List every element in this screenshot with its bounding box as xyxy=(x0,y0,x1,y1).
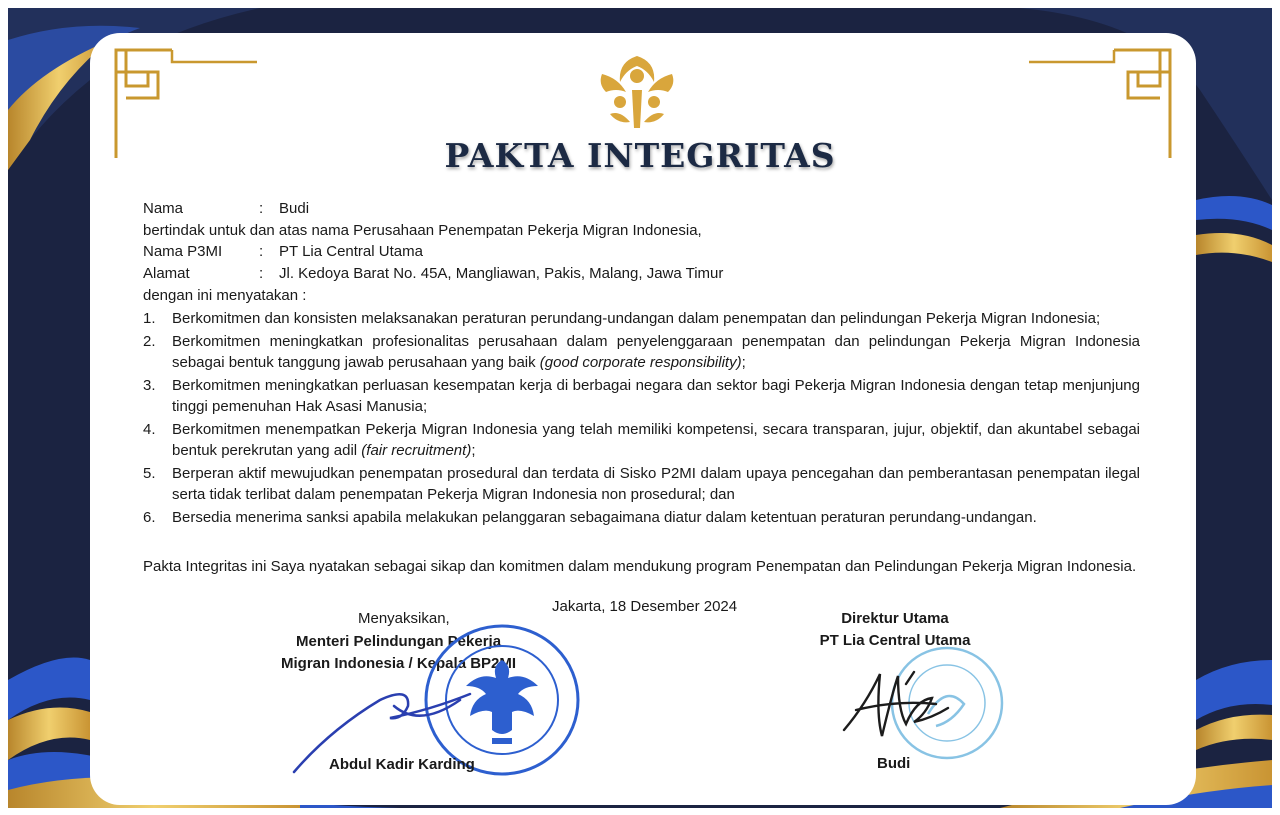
item-text: Berkomitmen meningkatkan perluasan kesempatan kerja di berbagai negara dan sektor bagi Pekerja Migran Indonesia dengan tetap menjunjung tinggi pemenuhan Hak Asasi Manusia; xyxy=(172,376,1140,415)
place-date: Jakarta, 18 Desember 2024 xyxy=(552,598,738,615)
name-separator: : xyxy=(259,200,264,217)
name-label: Nama xyxy=(143,200,184,217)
list-item xyxy=(143,463,1140,506)
item-text: Berkomitmen menempatkan Pekerja Migran Indonesia yang telah memiliki kompetensi, secara transparan, jujur, objektif, dan akuntabel sebagai bentuk perekrutan yang adil xyxy=(172,420,1140,459)
item-text: Berkomitmen meningkatkan profesionalitas perusahaan dalam penyelenggaraan penempatan dan pelindungan Pekerja Migran Indonesia sebagai bentuk tanggung jawab perusahaan yang baik xyxy=(172,332,1140,371)
signer-role: Direktur Utama xyxy=(841,610,949,627)
p3mi-row xyxy=(143,243,423,260)
item-number: 5. xyxy=(143,464,156,482)
item-number: 2. xyxy=(143,332,156,350)
item-italic: (fair recruitment) xyxy=(361,442,472,459)
item-number: 3. xyxy=(143,376,156,394)
list-item xyxy=(143,507,1140,529)
p3mi-separator: : xyxy=(259,243,264,260)
witness-label: Menyaksikan, xyxy=(358,610,450,627)
declaration-line: dengan ini menyatakan : xyxy=(143,287,307,304)
p3mi-value: PT Lia Central Utama xyxy=(279,243,423,260)
p3mi-label: Nama P3MI xyxy=(143,243,223,260)
signer-signature-icon xyxy=(836,664,956,744)
list-item xyxy=(143,419,1140,462)
address-label: Alamat xyxy=(143,265,190,282)
intro-line: bertindak untuk dan atas nama Perusahaan Penempatan Pekerja Migran Indonesia, xyxy=(143,222,702,239)
item-text: Berkomitmen dan konsisten melaksanakan peraturan perundang-undangan dalam penempatan dan pelindungan Pekerja Migran Indonesia; xyxy=(172,310,1101,327)
name-row xyxy=(143,200,309,217)
emblem-logo xyxy=(596,52,678,132)
commitment-list xyxy=(143,308,1140,529)
address-separator: : xyxy=(259,265,264,282)
list-item xyxy=(143,308,1140,330)
address-value: Jl. Kedoya Barat No. 45A, Mangliawan, Pakis, Malang, Jawa Timur xyxy=(279,265,724,282)
item-italic: (good corporate responsibility) xyxy=(539,354,742,371)
list-item xyxy=(143,331,1140,374)
item-number: 4. xyxy=(143,420,156,438)
name-value: Budi xyxy=(279,200,310,217)
item-text: Bersedia menerima sanksi apabila melakukan pelanggaran sebagaimana diatur dalam ketentuan peraturan perundang-undangan. xyxy=(172,508,1037,526)
signer-company: PT Lia Central Utama xyxy=(819,632,971,649)
witness-name: Abdul Kadir Karding xyxy=(329,756,475,773)
item-number: 1. xyxy=(143,310,156,327)
witness-title-line2: Migran Indonesia / Kepala BP2MI xyxy=(281,655,517,672)
signer-name: Budi xyxy=(877,755,911,772)
witness-title-line1: Menteri Pelindungan Pekerja xyxy=(296,633,502,650)
list-item xyxy=(143,375,1140,418)
item-tail: ; xyxy=(471,442,476,459)
item-number: 6. xyxy=(143,508,156,526)
closing-paragraph: Pakta Integritas ini Saya nyatakan sebagai sikap dan komitmen dalam mendukung program Penempatan dan Pelindungan Pekerja Migran Indonesia. xyxy=(143,558,1137,575)
address-row xyxy=(143,265,723,282)
page-title: PAKTA INTEGRITAS xyxy=(444,136,836,175)
item-tail: ; xyxy=(741,354,746,371)
item-text: Berperan aktif mewujudkan penempatan prosedural dan terdata di Sisko P2MI dalam upaya pencegahan dan pemberantasan penempatan ilegal serta tidak terlibat dalam penempatan Pekerja Migran Indonesia non prosedural; dan xyxy=(172,464,1140,503)
